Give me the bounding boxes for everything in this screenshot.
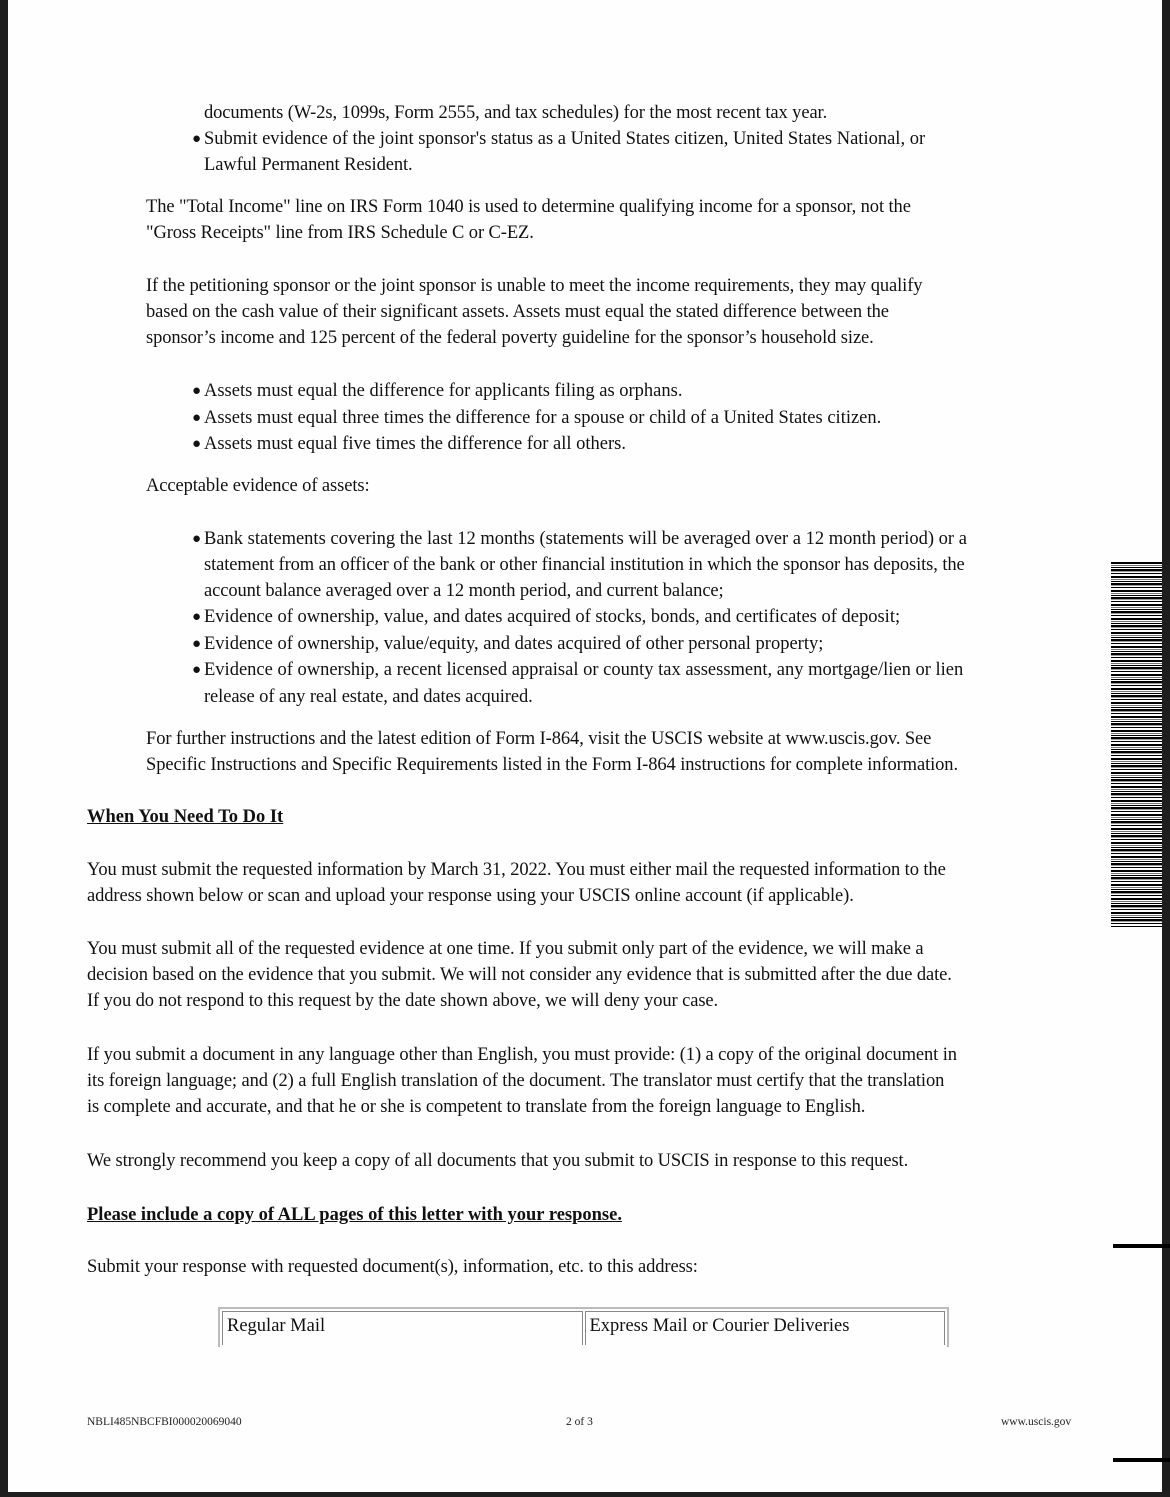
paragraph-translation-line: its foreign language; and (2) a full English translation of the document. The translator must certify that the translation bbox=[87, 1071, 945, 1091]
column-regular-mail: Regular Mail bbox=[222, 1311, 583, 1345]
list-item: ● Assets must equal five times the difference for all others. bbox=[204, 431, 626, 457]
paragraph-total-income-line: The "Total Income" line on IRS Form 1040 is used to determine qualifying income for a sponsor, not the bbox=[146, 197, 911, 217]
registration-mark bbox=[1113, 1458, 1170, 1462]
section-heading-include: Please include a copy of ALL pages of this letter with your response. bbox=[87, 1205, 622, 1225]
list-item: ● Bank statements covering the last 12 months (statements will be averaged over a 12 month period) or a bbox=[204, 526, 967, 552]
list-item: ● Assets must equal three times the difference for a spouse or child of a United States citizen. bbox=[204, 405, 881, 431]
bullet-icon: ● bbox=[192, 662, 202, 678]
continuation-line: documents (W-2s, 1099s, Form 2555, and tax schedules) for the most recent tax year. bbox=[204, 103, 828, 123]
address-table bbox=[218, 1307, 949, 1347]
paragraph-assets-line: based on the cash value of their significant assets. Assets must equal the stated difference between the bbox=[146, 302, 889, 322]
paragraph-deadline-line: address shown below or scan and upload your response using your USCIS online account (if applicable). bbox=[87, 886, 854, 906]
list-item: ● Evidence of ownership, value/equity, and dates acquired of other personal property; bbox=[204, 631, 823, 657]
footer-page-number: 2 of 3 bbox=[566, 1416, 593, 1428]
paragraph-assets-line: sponsor’s income and 125 percent of the federal poverty guideline for the sponsor’s household size. bbox=[146, 328, 874, 348]
bullet-icon: ● bbox=[192, 410, 202, 426]
bullet-icon: ● bbox=[192, 131, 202, 147]
list-item-continuation: release of any real estate, and dates acquired. bbox=[204, 687, 533, 707]
acceptable-evidence-label: Acceptable evidence of assets: bbox=[146, 476, 370, 496]
column-express-mail: Express Mail or Courier Deliveries bbox=[585, 1311, 946, 1345]
table-row bbox=[222, 1311, 945, 1345]
registration-mark bbox=[1113, 1244, 1170, 1248]
paragraph-all-evidence-line: You must submit all of the requested evidence at one time. If you submit only part of the evidence, we will make a bbox=[87, 939, 924, 959]
bullet-icon: ● bbox=[192, 531, 202, 547]
list-item: ● Evidence of ownership, value, and dates acquired of stocks, bonds, and certificates of deposit; bbox=[204, 604, 900, 630]
section-heading-when: When You Need To Do It bbox=[87, 807, 284, 827]
list-item: ● Assets must equal the difference for applicants filing as orphans. bbox=[204, 378, 682, 404]
list-item-continuation: Lawful Permanent Resident. bbox=[204, 155, 413, 175]
paragraph-assets-line: If the petitioning sponsor or the joint sponsor is unable to meet the income requirements, they may qualify bbox=[146, 276, 923, 296]
paragraph-copy: We strongly recommend you keep a copy of all documents that you submit to USCIS in response to this request. bbox=[87, 1151, 909, 1171]
bullet-icon: ● bbox=[192, 383, 202, 399]
paragraph-total-income-line: "Gross Receipts" line from IRS Schedule C or C-EZ. bbox=[146, 223, 534, 243]
list-item: ● Evidence of ownership, a recent licensed appraisal or county tax assessment, any mortgage/lien or lien bbox=[204, 657, 963, 683]
paragraph-all-evidence-line: If you do not respond to this request by the date shown above, we will deny your case. bbox=[87, 991, 719, 1011]
list-item-continuation: statement from an officer of the bank or other financial institution in which the sponsor has deposits, the bbox=[204, 555, 965, 575]
list-item-continuation: account balance averaged over a 12 month period, and current balance; bbox=[204, 581, 724, 601]
bullet-icon: ● bbox=[192, 636, 202, 652]
paragraph-translation-line: is complete and accurate, and that he or she is competent to translate from the foreign language to English. bbox=[87, 1097, 866, 1117]
footer-doc-id: NBLI485NBCFBI000020069040 bbox=[87, 1416, 242, 1428]
paragraph-deadline-line: You must submit the requested information by March 31, 2022. You must either mail the requested information to the bbox=[87, 860, 946, 880]
list-item: ● Submit evidence of the joint sponsor's status as a United States citizen, United States National, or bbox=[204, 126, 925, 152]
paragraph-submit: Submit your response with requested document(s), information, etc. to this address: bbox=[87, 1257, 698, 1277]
paragraph-all-evidence-line: decision based on the evidence that you submit. We will not consider any evidence that is submitted after the due date. bbox=[87, 965, 952, 985]
paragraph-translation-line: If you submit a document in any language other than English, you must provide: (1) a copy of the original document in bbox=[87, 1045, 957, 1065]
footer-website: www.uscis.gov bbox=[1001, 1416, 1072, 1428]
bullet-icon: ● bbox=[192, 609, 202, 625]
paragraph-further-line: Specific Instructions and Specific Requirements listed in the Form I-864 instructions for complete information. bbox=[146, 755, 958, 775]
letter-page bbox=[8, 0, 1162, 1492]
barcode-icon bbox=[1111, 562, 1162, 927]
paragraph-further-line: For further instructions and the latest edition of Form I-864, visit the USCIS website at www.uscis.gov. See bbox=[146, 729, 932, 749]
bullet-icon: ● bbox=[192, 436, 202, 452]
